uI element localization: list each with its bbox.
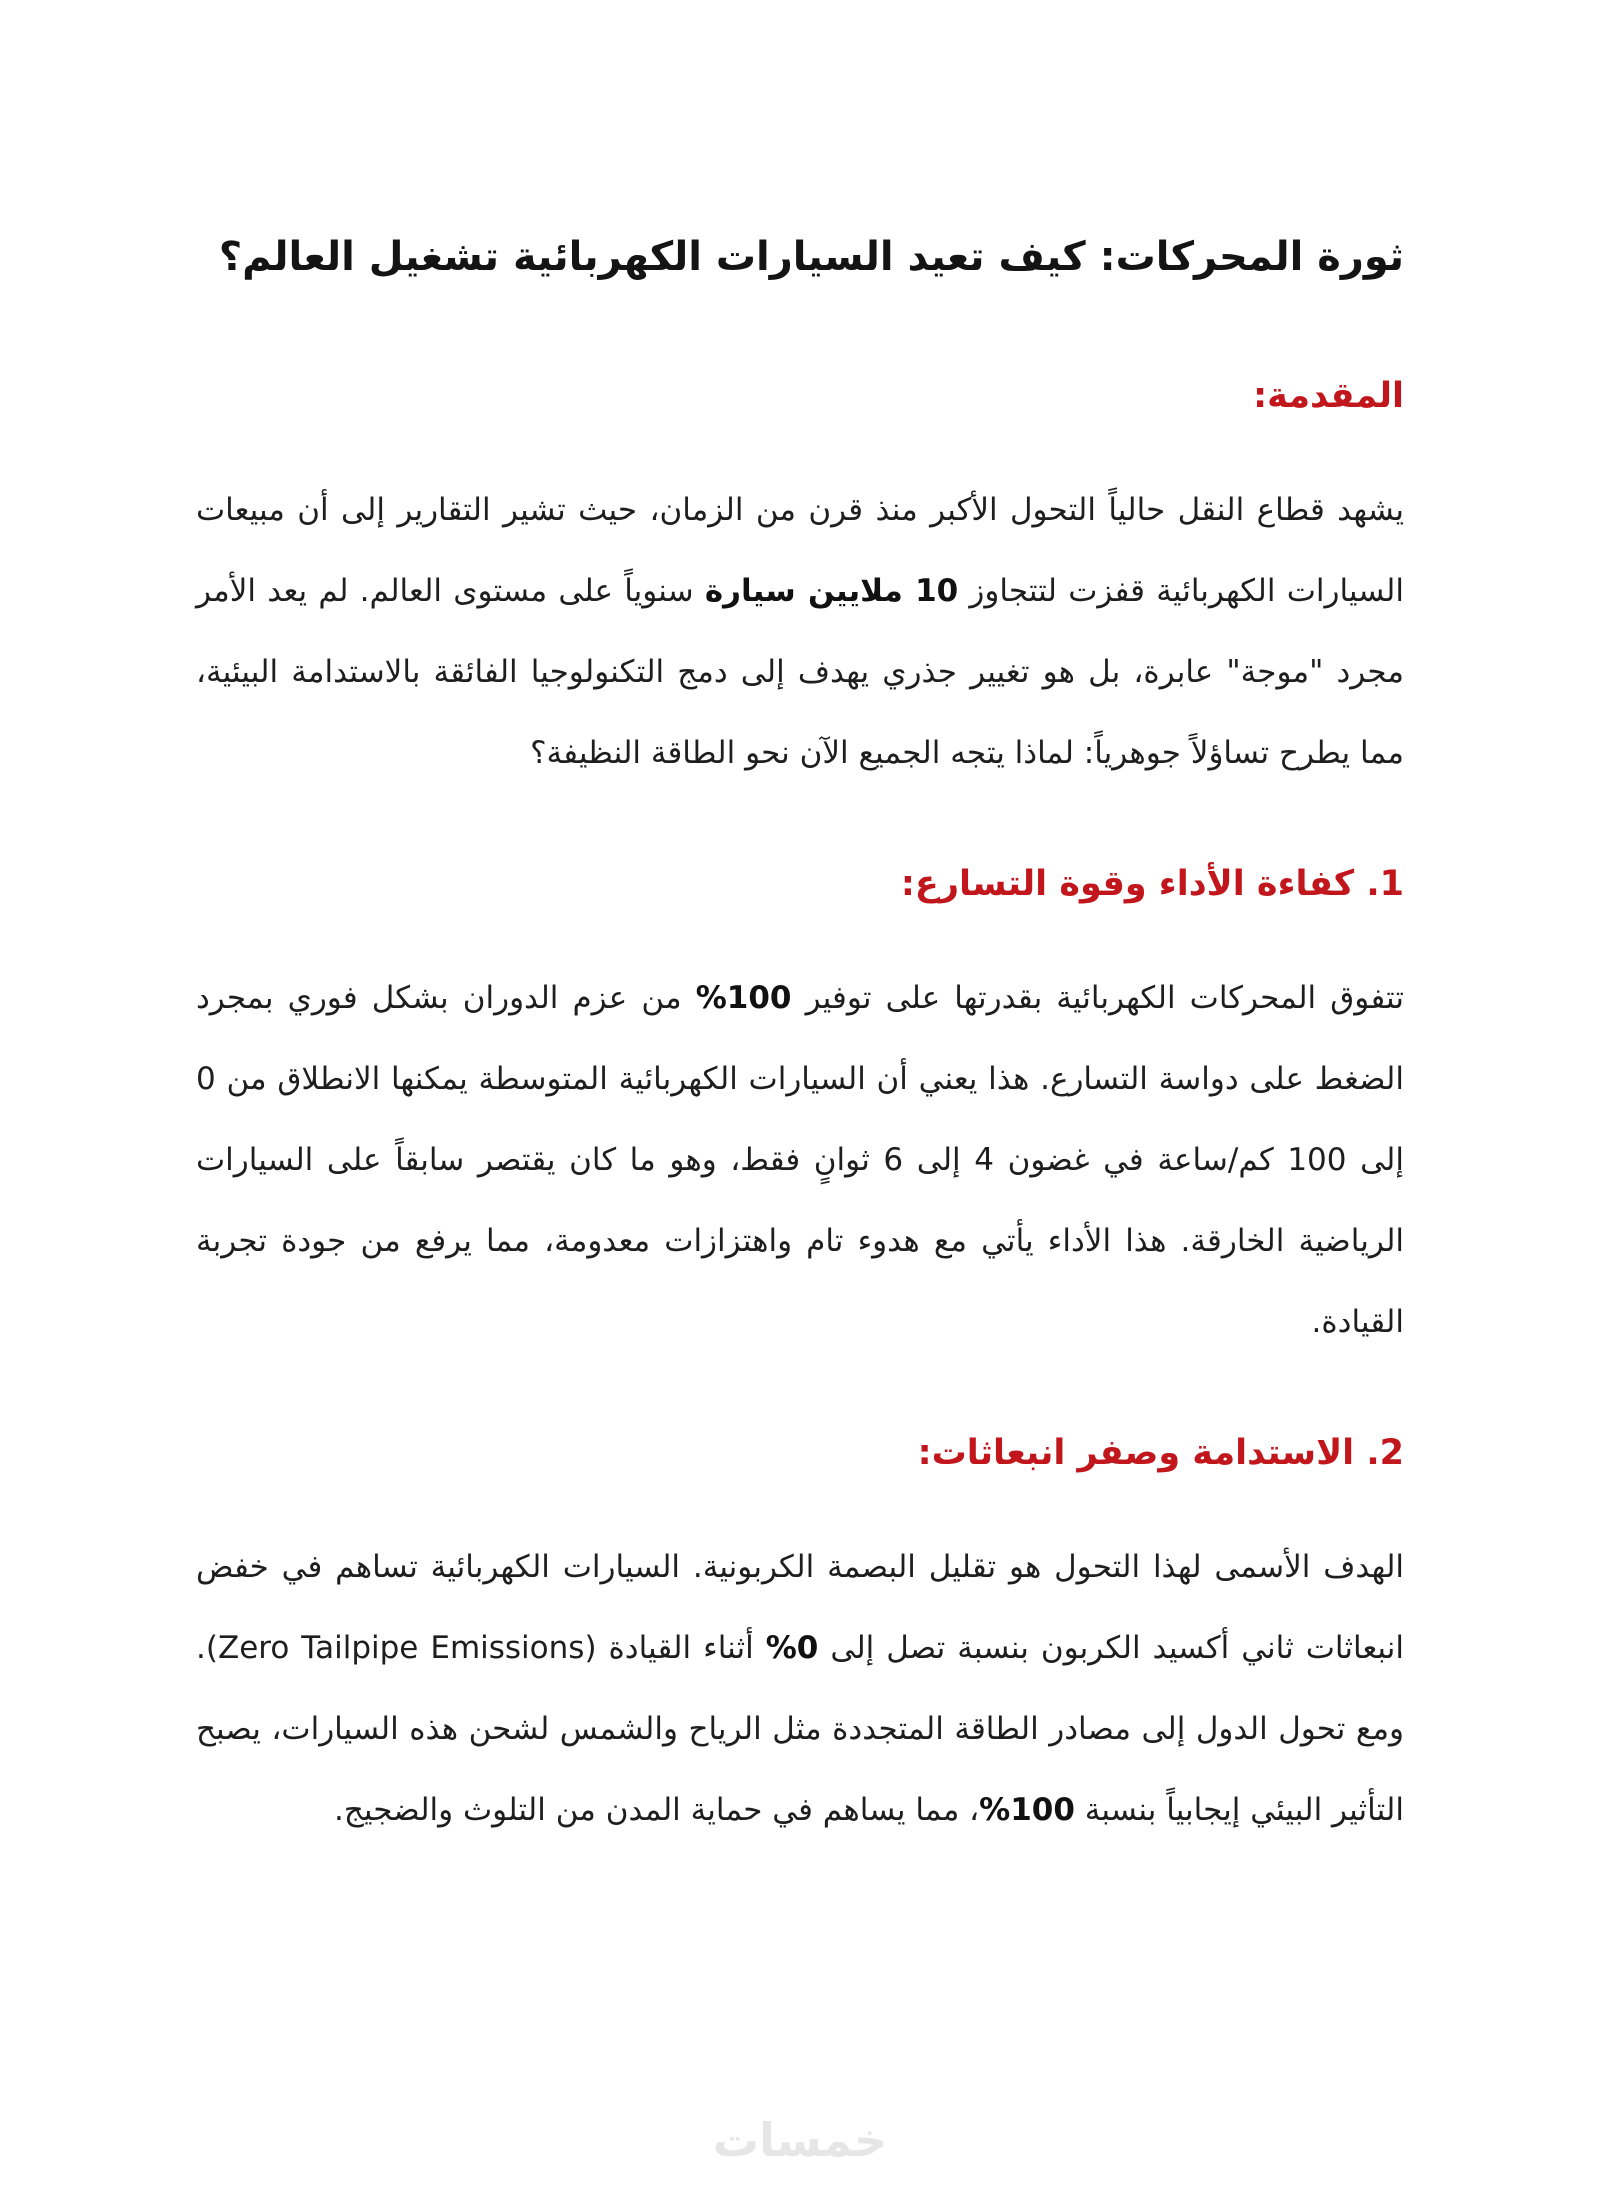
sustainability-highlight-zero: 0% <box>765 1630 819 1666</box>
performance-text-part-2: من عزم الدوران بشكل فوري بمجرد الضغط على دواسة التسارع. هذا يعني أن السيارات الكهربائية المتوسطة يمكنها الانطلاق من 0 إلى 100 كم/ساعة في غضون 4 إلى 6 ثوانٍ فقط، وهو ما كان يقتصر سابقاً على السيارات الرياضية الخارقة. هذا الأداء يأتي مع هدوء تام واهتزازات معدومة، مما يرفع من جودة تجربة القيادة. <box>196 980 1404 1340</box>
document-title: ثورة المحركات: كيف تعيد السيارات الكهربائية تشغيل العالم؟ <box>218 234 1404 280</box>
footer-brand-logo <box>700 2108 900 2172</box>
performance-highlight-torque: 100% <box>695 980 792 1016</box>
performance-heading: 1. كفاءة الأداء وقوة التسارع: <box>900 864 1404 904</box>
intro-text-part-1: يشهد قطاع النقل حالياً التحول الأكبر منذ قرن من الزمان، حيث تشير التقارير إلى أن مبيعات السيارات الكهربائية قفزت لتتجاوز <box>196 492 1404 609</box>
performance-text-part-1: تتفوق المحركات الكهربائية بقدرتها على توفير <box>791 980 1404 1016</box>
sustainability-text-part-3: ). ومع تحول الدول إلى مصادر الطاقة المتجددة مثل الرياح والشمس لشحن هذه السيارات، يصبح التأثير البيئي إيجابياً بنسبة <box>196 1630 1404 1828</box>
sustainability-english-term: Zero Tailpipe Emissions <box>217 1630 585 1666</box>
performance-paragraph <box>196 958 1404 1363</box>
brand-logo-text: خمسات <box>712 2113 888 2167</box>
intro-heading: المقدمة: <box>1253 376 1404 416</box>
sustainability-highlight-hundred: 100% <box>979 1792 1075 1828</box>
sustainability-heading: 2. الاستدامة وصفر انبعاثات: <box>917 1433 1404 1473</box>
sustainability-text-part-4: ، مما يساهم في حماية المدن من التلوث والضجيج. <box>333 1792 980 1828</box>
sustainability-paragraph <box>196 1527 1404 1851</box>
sustainability-text-part-1: الهدف الأسمى لهذا التحول هو تقليل البصمة الكربونية. السيارات الكهربائية تساهم في خفض انبعاثات ثاني أكسيد الكربون بنسبة تصل إلى <box>196 1549 1404 1666</box>
sustainability-text-part-2: أثناء القيادة ( <box>584 1630 766 1666</box>
intro-text-part-2: سنوياً على مستوى العالم. لم يعد الأمر مجرد "موجة" عابرة، بل هو تغيير جذري يهدف إلى دمج التكنولوجيا الفائقة بالاستدامة البيئية، مما يطرح تساؤلاً جوهرياً: لماذا يتجه الجميع الآن نحو الطاقة النظيفة؟ <box>196 573 1404 771</box>
intro-paragraph <box>196 470 1404 794</box>
intro-highlight-sales: 10 ملايين سيارة <box>704 573 959 609</box>
